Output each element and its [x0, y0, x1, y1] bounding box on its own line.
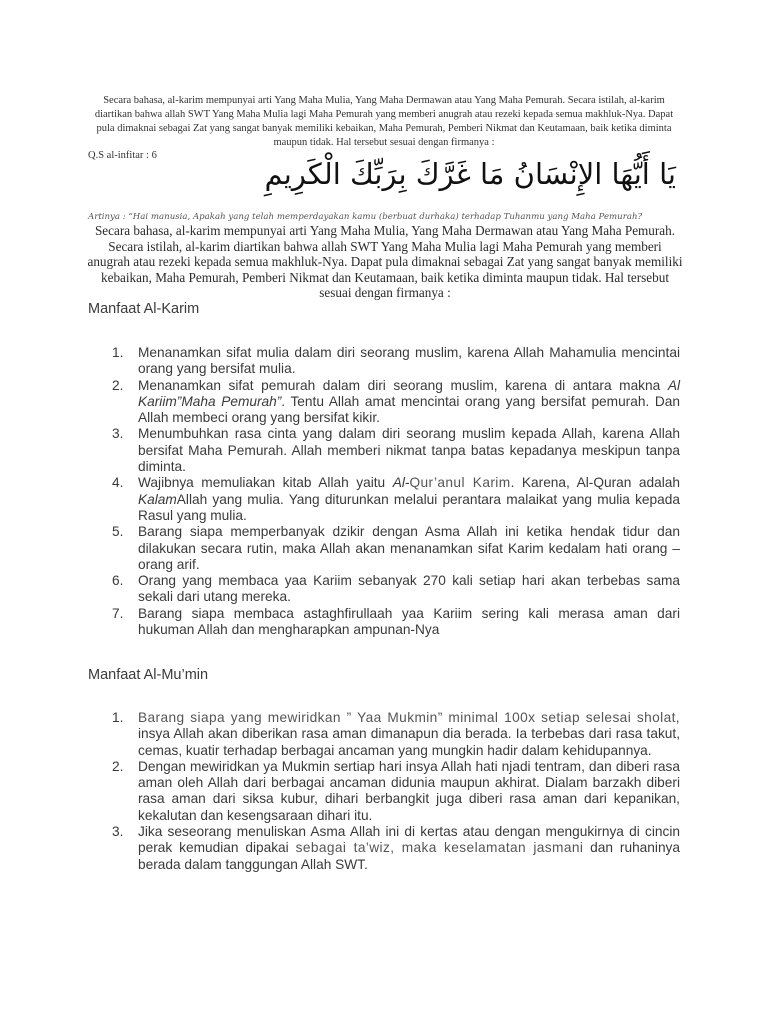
list-item — [88, 710, 680, 759]
al-mumin-benefits-list — [88, 710, 680, 873]
list-item-emphasis: Qur’anul Karim — [409, 475, 511, 491]
definition-paragraph: Secara bahasa, al-karim mempunyai arti Yang Maha Mulia, Yang Maha Dermawan atau Yang Maha Pemurah. Secara istilah, al-karim diartikan bahwa allah SWT Yang Maha Mulia lagi Maha Pemurah yang memberi anugrah atau rezeki kepada semua makhluk-Nya. Dapat pula dimaknai sebagai Zat yang sangat banyak memiliki kebaikan, Maha Pemurah, Pemberi Nikmat dan Keutamaan, baik ketika diminta maupun tidak. Hal tersebut sesuai dengan firmanya : — [87, 223, 683, 300]
list-number: 1. — [112, 345, 124, 360]
translation-line — [88, 212, 688, 222]
verse-reference: Q.S al-infitar : 6 — [88, 150, 157, 161]
list-item — [88, 475, 680, 524]
list-item-text: Menanamkan sifat mulia dalam diri seorang muslim, karena Allah Mahamulia mencintai orang yang bersifat mulia. — [138, 345, 680, 377]
section-heading-al-mumin: Manfaat Al-Mu’min — [88, 667, 209, 683]
list-item-emphasis: Al Kariim — [138, 377, 680, 409]
translation-label: Artinya : — [88, 212, 129, 222]
al-karim-benefits-list — [88, 345, 680, 638]
list-number: 3. — [112, 824, 124, 840]
list-item — [88, 759, 680, 824]
list-number: 7. — [112, 605, 124, 621]
list-item-text: . Karena, Al-Quran adalah — [510, 475, 680, 491]
list-item — [88, 426, 680, 475]
list-number: 2. — [112, 377, 124, 393]
list-item-text: Jika seseorang menuliskan Asma Allah ini di kertas atau dengan mengukirnya di cincin perak kemudian dipakai — [138, 824, 680, 856]
list-item-emphasis: Al- — [392, 475, 410, 491]
list-item-text: insya Allah akan diberikan rasa aman dimanapun dia berada. Ia terbebas dari rasa takut, cemas, kuatir terhadap berbagai ancaman yang mungkin hadir dalam kehidupannya. — [138, 726, 680, 758]
list-item-text: Dengan mewiridkan ya Mukmin sertiap hari insya Allah hati njadi tentram, dan diberi rasa aman oleh Allah dari berbagai ancaman didunia maupun akhirat. Dialam barzakh diberi rasa aman dari siksa kubur, dihari berbangkit juga diberi rasa aman dari kepanikan, kekalutan dan kesengsaraan dihari itu. — [138, 758, 680, 823]
arabic-verse: يَا أَيُّهَا الإِنْسَانُ مَا غَرَّكَ بِرَبِّكَ الْكَرِيمِ — [264, 157, 676, 191]
list-number: 2. — [112, 758, 124, 774]
list-number: 1. — [112, 710, 124, 725]
list-item-text: Menumbuhkan rasa cinta yang dalam diri seorang muslim kepada Allah, karena Allah bersifat Maha Pemurah. Allah memberi nikmat tanpa batas kepadanya meskipun tanpa diminta. — [138, 426, 680, 475]
list-item — [88, 824, 680, 873]
list-item-text: . Tentu Allah amat mencintai orang yang bersifat pemurah. Dan Allah membeci orang yang bersifat kikir. — [138, 393, 680, 426]
list-item-text: Barang siapa yang mewiridkan ” Yaa Mukmin” minimal 100x setiap selesai sholat, — [138, 710, 680, 725]
section-heading-al-karim: Manfaat Al-Karim — [88, 301, 200, 317]
list-item-text: Orang yang membaca yaa Kariim sebanyak 270 kali setiap hari akan terbebas sama sekali dari utang mereka. — [138, 573, 680, 605]
list-item — [88, 345, 680, 378]
list-item — [88, 378, 680, 427]
list-item — [88, 524, 680, 573]
list-item-text: Barang siapa membaca astaghfirullaah yaa Kariim sering kali merasa aman dari hukuman Allah dan mengharapkan ampunan-Nya — [138, 605, 680, 638]
list-item — [88, 573, 680, 606]
list-item-text: Allah yang mulia. Yang diturunkan melalui perantara malaikat yang mulia kepada Rasul yang mulia. — [138, 491, 680, 523]
list-item-text: Barang siapa memperbanyak dzikir dengan Asma Allah ini ketika hendak tidur dan dilakukan secara rutin, maka Allah akan menanamkan sifat Karim kedalam hati orang – orang arif. — [138, 524, 680, 572]
list-number: 4. — [112, 475, 124, 491]
list-number: 5. — [112, 524, 124, 540]
list-item-emphasis: Kalam — [138, 491, 177, 507]
list-item-text: Menanamkan sifat pemurah dalam diri seorang muslim, karena di antara makna — [138, 377, 668, 393]
intro-paragraph: Secara bahasa, al-karim mempunyai arti Yang Maha Mulia, Yang Maha Dermawan atau Yang Maha Pemurah. Secara istilah, al-karim diartikan bahwa allah SWT Yang Maha Mulia lagi Maha Pemurah yang memberi anugrah atau rezeki kepada semua makhluk-Nya. Dapat pula dimaknai sebagai Zat yang sangat banyak memiliki kebaikan, Maha Pemurah, Pemberi Nikmat dan Keutamaan, baik ketika diminta maupun tidak. Hal tersebut sesuai dengan firmanya : — [94, 95, 674, 148]
list-number: 6. — [112, 573, 124, 589]
list-item-text: Wajibnya memuliakan kitab Allah yaitu — [138, 475, 393, 491]
list-number: 3. — [112, 426, 124, 442]
list-item-text: dan ruhaninya berada dalam tanggungan Allah SWT. — [138, 840, 681, 872]
list-item-text: sebagai ta’wiz, maka keselamatan jasmani — [295, 840, 584, 856]
list-item — [88, 606, 680, 639]
translation-text: “Hai manusia, Apakah yang telah memperdayakan kamu (berbuat durhaka) terhadap Tuhanmu yang Maha Pemurah? — [128, 212, 643, 222]
list-item-emphasis: ”Maha Pemurah” — [176, 393, 282, 409]
